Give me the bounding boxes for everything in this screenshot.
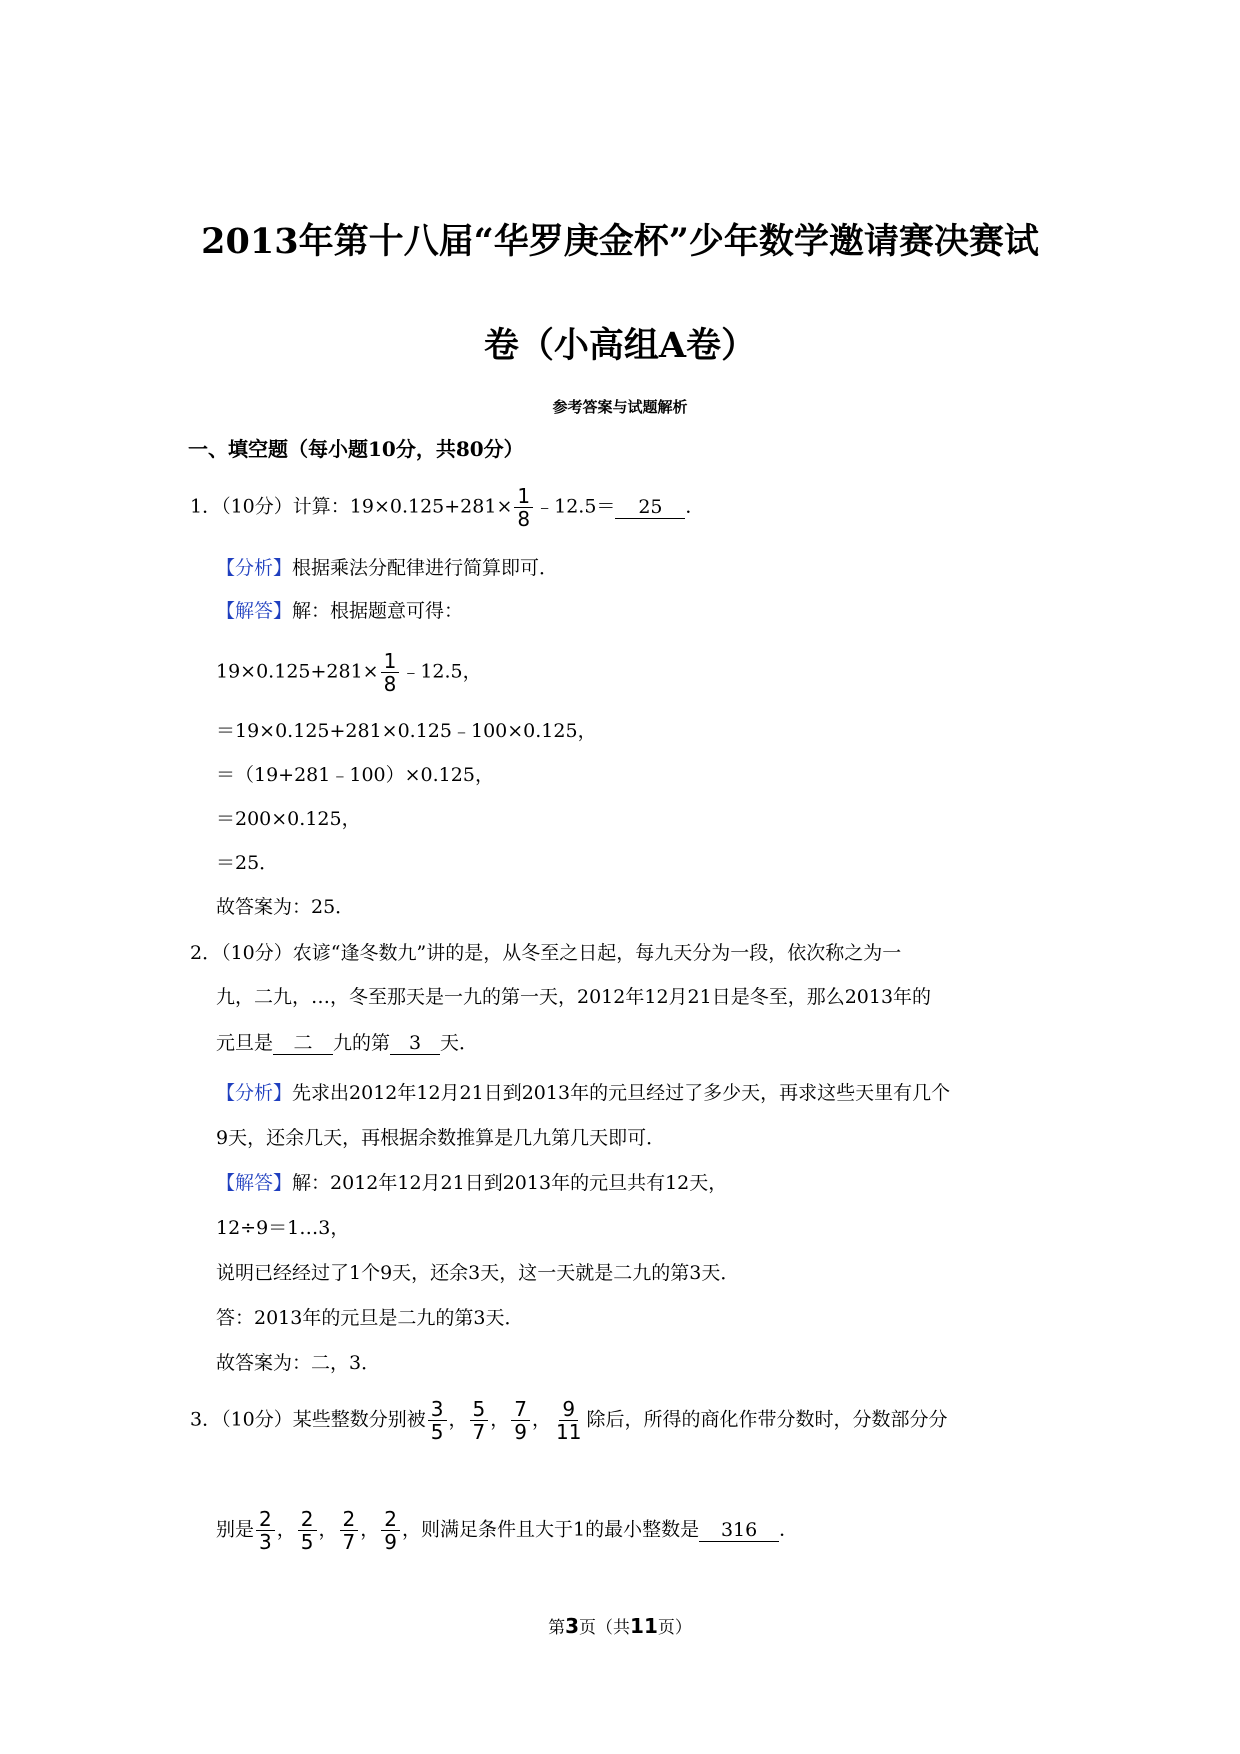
- question-1-stem: [190, 485, 704, 530]
- step-text: 19×0.125+281×: [216, 660, 379, 683]
- question-text: （10分）某些整数分别被: [221, 1408, 426, 1431]
- fraction-numerator: 2: [340, 1508, 359, 1531]
- document-title-line-1: 2013年第十八届“华罗庚金杯”少年数学邀请赛决赛试: [201, 221, 1039, 262]
- fraction: [381, 650, 400, 695]
- analysis-tag: 【分析】: [216, 1082, 293, 1104]
- divisor-fraction: [553, 1398, 584, 1443]
- question-text: ﹣12.5＝: [535, 495, 616, 518]
- question-text: ，则满足条件且大于1的最小整数是: [402, 1518, 700, 1541]
- divisor-fraction: [511, 1398, 530, 1443]
- document-subtitle: 参考答案与试题解析: [552, 398, 688, 416]
- question-number: 1．: [190, 495, 222, 518]
- fraction-numerator: 7: [511, 1398, 530, 1421]
- solution-step: 说明已经经过了1个9天，还余3天，这一天就是二九的第3天．: [216, 1262, 740, 1284]
- divisor-fraction: [428, 1398, 447, 1443]
- solution-step: ＝（19+281﹣100）×0.125，: [216, 764, 494, 786]
- separator: ，: [360, 1518, 380, 1541]
- current-page-number: 3: [565, 1614, 580, 1638]
- fraction-denominator: 5: [300, 1530, 314, 1554]
- remainder-fraction: [340, 1508, 359, 1553]
- fraction-denominator: 11: [556, 1420, 582, 1444]
- separator: ，: [532, 1408, 552, 1431]
- fraction-denominator: 7: [342, 1530, 356, 1554]
- analysis-text: 根据乘法分配律进行简算即可．: [292, 557, 559, 579]
- answer-blank: 二: [273, 1032, 333, 1055]
- fraction-denominator: 8: [517, 507, 531, 531]
- remainder-fraction: [256, 1508, 275, 1553]
- separator: ，: [318, 1518, 338, 1541]
- analysis-tag: 【分析】: [216, 557, 293, 579]
- divisor-fraction: [470, 1398, 489, 1443]
- remainder-fraction: [381, 1508, 400, 1553]
- step-text: ﹣12.5，: [401, 660, 482, 683]
- fraction-denominator: 8: [383, 672, 397, 696]
- analysis-text: 先求出2012年12月21日到2013年的元旦经过了多少天，再求这些天里有几个: [292, 1082, 951, 1104]
- separator: ，: [448, 1408, 468, 1431]
- fraction-denominator: 7: [472, 1420, 486, 1444]
- total-page-count: 11: [630, 1614, 658, 1638]
- fraction-numerator: 5: [470, 1398, 489, 1421]
- question-3-stem-line-2: [216, 1508, 798, 1553]
- question-number: 3．: [190, 1408, 222, 1431]
- solution-step: 12÷9＝1…3，: [216, 1217, 350, 1239]
- solution-text: 解：2012年12月21日到2013年的元旦共有12天，: [292, 1172, 728, 1194]
- analysis-line: 9天，还余几天，再根据余数推算是几九第几天即可．: [216, 1127, 666, 1149]
- solution-tag: 【解答】: [216, 1172, 293, 1194]
- solution-line: [216, 1170, 727, 1196]
- section-heading: 一、填空题（每小题10分，共80分）: [188, 437, 524, 461]
- fraction-denominator: 3: [259, 1530, 272, 1554]
- solution-text: 解：根据题意可得：: [292, 600, 464, 622]
- solution-step: [216, 650, 482, 695]
- fraction-numerator: 2: [381, 1508, 400, 1531]
- question-text: （10分）农谚“逢冬数九”讲的是，从冬至之日起，每九天分为一段，依次称之为一: [221, 942, 902, 964]
- question-text: 元旦是: [216, 1032, 274, 1054]
- fraction-denominator: 9: [514, 1420, 528, 1444]
- final-answer: 故答案为：二，3．: [216, 1352, 381, 1374]
- question-text: 别是: [216, 1518, 255, 1541]
- fraction-numerator: 2: [298, 1508, 317, 1531]
- fraction-numerator: 1: [381, 650, 400, 673]
- answer-blank: 3: [390, 1032, 440, 1055]
- question-2-stem-line-3: [216, 1030, 478, 1056]
- question-text: 除后，所得的商化作带分数时，分数部分分: [586, 1408, 948, 1431]
- analysis-line: [216, 555, 558, 581]
- fraction-numerator: 2: [256, 1508, 275, 1531]
- separator: ，: [276, 1518, 296, 1541]
- answer-blank: 316: [699, 1519, 779, 1542]
- solution-step: 答：2013年的元旦是二九的第3天．: [216, 1307, 524, 1329]
- footer-text: 页（共: [579, 1618, 631, 1638]
- question-3-stem-line-1: [190, 1398, 948, 1443]
- question-text: ．: [685, 495, 705, 518]
- solution-tag: 【解答】: [216, 600, 293, 622]
- fraction-numerator: 9: [559, 1398, 578, 1421]
- final-answer: 故答案为：25．: [216, 896, 355, 918]
- fraction-denominator: 9: [384, 1530, 397, 1554]
- solution-line: [216, 598, 463, 624]
- question-text: （10分）计算：19×0.125+281×: [221, 495, 513, 518]
- solution-step: ＝19×0.125+281×0.125﹣100×0.125，: [216, 720, 597, 742]
- document-title-line-2: 卷（小高组A卷）: [483, 325, 757, 366]
- footer-text: 页）: [657, 1618, 692, 1638]
- question-number: 2．: [190, 942, 222, 964]
- page-footer: [370, 1613, 870, 1638]
- footer-text: 第: [548, 1618, 566, 1638]
- fraction-numerator: 1: [514, 485, 533, 508]
- question-text: ．: [779, 1518, 799, 1541]
- question-text: 九的第: [333, 1032, 391, 1054]
- solution-step: ＝25．: [216, 852, 279, 874]
- separator: ，: [490, 1408, 510, 1431]
- fraction-denominator: 5: [430, 1420, 444, 1444]
- analysis-line: [216, 1080, 950, 1106]
- remainder-fraction: [298, 1508, 317, 1553]
- question-2-stem-line-1: [190, 940, 901, 966]
- solution-step: ＝200×0.125，: [216, 808, 361, 830]
- fraction: [514, 485, 533, 530]
- fraction-numerator: 3: [428, 1398, 447, 1421]
- question-text: 天．: [440, 1032, 479, 1054]
- question-2-stem-line-2: 九，二九，…，冬至那天是一九的第一天，2012年12月21日是冬至，那么2013年的: [216, 986, 932, 1008]
- answer-blank: 25: [615, 496, 685, 519]
